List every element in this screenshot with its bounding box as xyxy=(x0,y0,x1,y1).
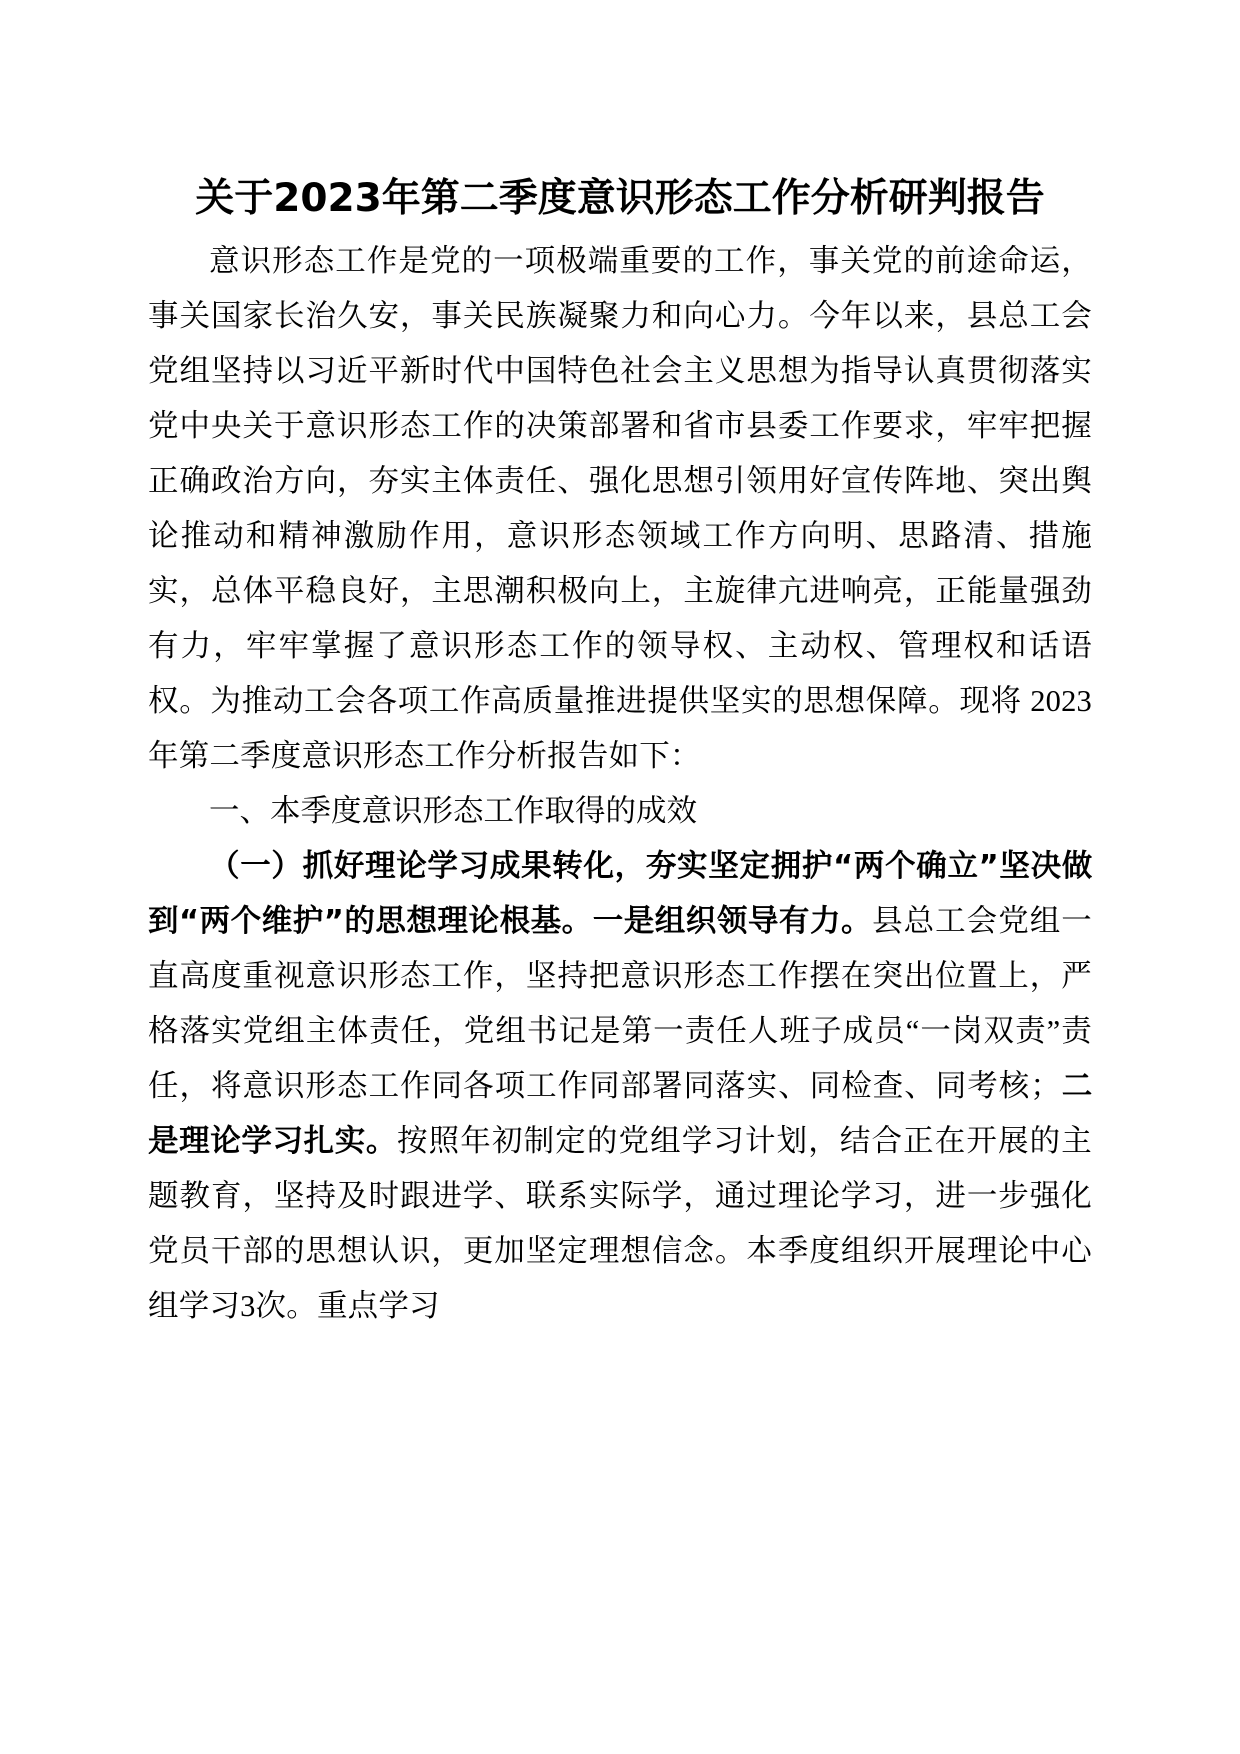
subsection-1-bold-lead: （一）抓好理论学习成果转化，夯实坚定拥护“两个确立”坚决做到“两个维护”的思想理论根基。一是组织领导有力。 xyxy=(148,848,1092,939)
intro-paragraph: 意识形态工作是党的一项极端重要的工作，事关党的前途命运，事关国家长治久安，事关民族凝聚力和向心力。今年以来，县总工会党组坚持以习近平新时代中国特色社会主义思想为指导认真贯彻落实党中央关于意识形态工作的决策部署和省市县委工作要求，牢牢把握正确政治方向，夯实主体责任、强化思想引领用好宣传阵地、突出舆论推动和精神激励作用，意识形态领域工作方向明、思路清、措施实，总体平稳良好，主思潮积极向上，主旋律亢进响亮，正能量强劲有力，牢牢掌握了意识形态工作的领导权、主动权、管理权和话语权。为推动工会各项工作高质量推进提供坚实的思想保障。现将 2023 年第二季度意识形态工作分析报告如下： xyxy=(148,243,1092,773)
subsection-1-text-b: 按照年初制定的党组学习计划，结合正在开展的主题教育，坚持及时跟进学、联系实际学，通过理论学习，进一步强化党员干部的思想认识，更加坚定理想信念。本季度组织开展理论中心组学习3次。重点学习 xyxy=(148,1123,1092,1323)
subsection-1-text-a: 县总工会党组一直高度重视意识形态工作，坚持把意识形态工作摆在突出位置上，严格落实党组主体责任，党组书记是第一责任人班子成员“一岗双责”责任，将意识形态工作同各项工作同部署同落实、同检查、同考核； xyxy=(148,903,1093,1103)
page-title: 关于2023年第二季度意识形态工作分析研判报告 xyxy=(195,176,1045,221)
section-heading-1: 一、本季度意识形态工作取得的成效 xyxy=(209,793,697,828)
subsection-1-paragraph xyxy=(148,839,1092,1334)
subsection-1-bold-second: 二是理论学习扎实。 xyxy=(148,1068,1092,1159)
